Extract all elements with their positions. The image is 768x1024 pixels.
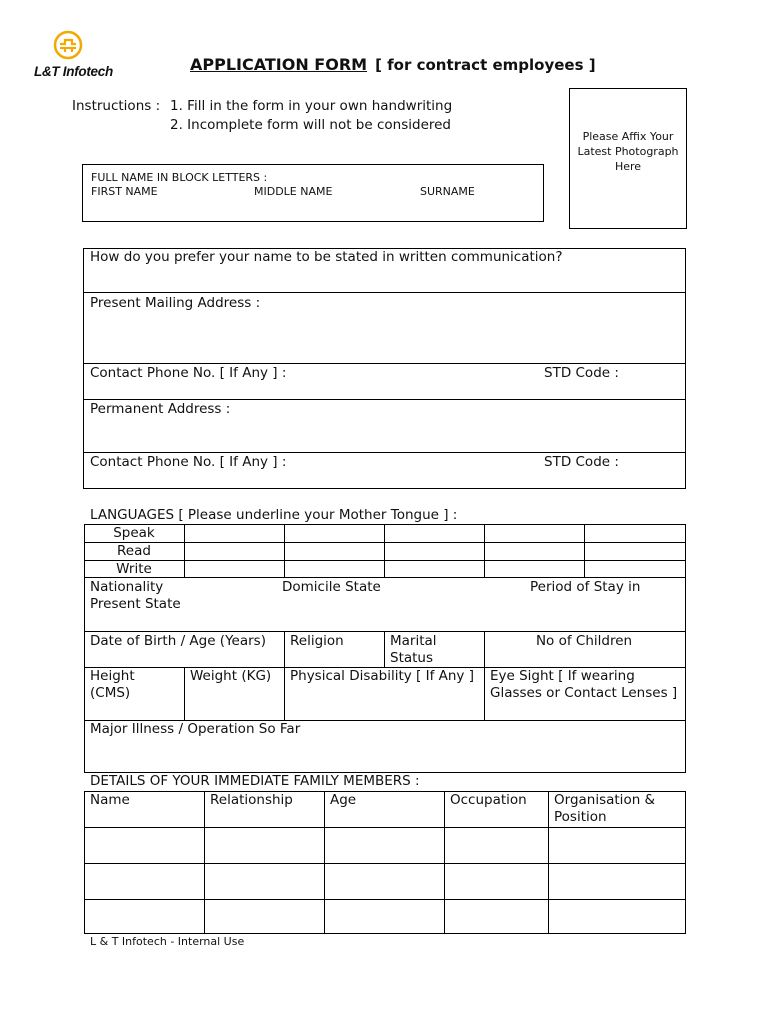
full-name-heading: FULL NAME IN BLOCK LETTERS : (91, 171, 268, 184)
form-subtitle: [ for contract employees ] (375, 56, 596, 74)
domicile-label[interactable]: Domicile State (282, 579, 381, 595)
divider (83, 399, 686, 400)
divider (184, 524, 185, 578)
family-col-organisation: Organisation & Position (554, 792, 656, 825)
present-address-field[interactable]: Present Mailing Address : (90, 295, 261, 311)
instructions (72, 97, 160, 116)
children-label[interactable]: No of Children (535, 633, 633, 649)
family-col-occupation: Occupation (450, 792, 527, 808)
eyesight-label[interactable]: Eye Sight [ If wearing Glasses or Contact Lenses ] (490, 668, 678, 701)
divider (83, 452, 686, 453)
divider (84, 631, 686, 632)
divider (184, 667, 185, 720)
dob-label[interactable]: Date of Birth / Age (Years) (90, 633, 266, 649)
language-row-read: Read (117, 543, 151, 559)
footer-note: L & T Infotech - Internal Use (90, 935, 245, 948)
instructions-list (170, 97, 452, 135)
surname-label: SURNAME (420, 185, 475, 198)
present-state-label: Present State (90, 596, 181, 612)
period-stay-label[interactable]: Period of Stay in (530, 579, 641, 595)
full-name-box[interactable] (82, 164, 544, 222)
lt-logo-icon (52, 29, 84, 61)
family-entry-rows[interactable] (84, 828, 686, 934)
divider (584, 524, 585, 578)
divider (384, 524, 385, 578)
language-row-write: Write (116, 561, 152, 577)
nationality-label[interactable]: Nationality (90, 579, 164, 595)
photo-instruction: Please Affix Your Latest Photograph Here (577, 130, 679, 173)
divider (284, 524, 285, 578)
form-title: APPLICATION FORM (190, 55, 368, 74)
std-code-field[interactable]: STD Code : (544, 454, 619, 470)
divider (284, 631, 285, 667)
company-logo (52, 29, 84, 61)
divider (484, 524, 485, 578)
permanent-address-field[interactable]: Permanent Address : (90, 401, 231, 417)
contact-phone-field[interactable]: Contact Phone No. [ If Any ] : (90, 454, 287, 470)
std-code-field[interactable]: STD Code : (544, 365, 619, 381)
divider (284, 667, 285, 720)
divider (83, 363, 686, 364)
company-name: L&T Infotech (34, 64, 113, 79)
languages-heading: LANGUAGES [ Please underline your Mother Tongue ] : (90, 507, 458, 523)
family-col-name: Name (90, 792, 130, 808)
instruction-item: 2. Incomplete form will not be considered (170, 117, 452, 133)
instructions-label: Instructions : (72, 98, 161, 114)
disability-label[interactable]: Physical Disability [ If Any ] (290, 668, 474, 684)
marital-status-label[interactable]: Marital Status (390, 633, 437, 666)
middle-name-label: MIDDLE NAME (254, 185, 333, 198)
divider (83, 292, 686, 293)
preferred-name-field[interactable]: How do you prefer your name to be stated in written communication? (90, 249, 563, 265)
weight-label[interactable]: Weight (KG) (190, 668, 272, 684)
instruction-item: 1. Fill in the form in your own handwriting (170, 98, 453, 114)
contact-phone-field[interactable]: Contact Phone No. [ If Any ] : (90, 365, 287, 381)
illness-label[interactable]: Major Illness / Operation So Far (90, 721, 301, 737)
family-col-age: Age (330, 792, 357, 808)
family-col-relationship: Relationship (210, 792, 293, 808)
religion-label[interactable]: Religion (290, 633, 344, 649)
height-label[interactable]: Height (CMS) (90, 668, 135, 701)
divider (384, 631, 385, 667)
family-heading: DETAILS OF YOUR IMMEDIATE FAMILY MEMBERS : (90, 773, 420, 789)
photo-box[interactable] (569, 88, 687, 229)
page-title (190, 55, 596, 74)
first-name-label: FIRST NAME (91, 185, 158, 198)
language-row-speak: Speak (113, 525, 155, 541)
